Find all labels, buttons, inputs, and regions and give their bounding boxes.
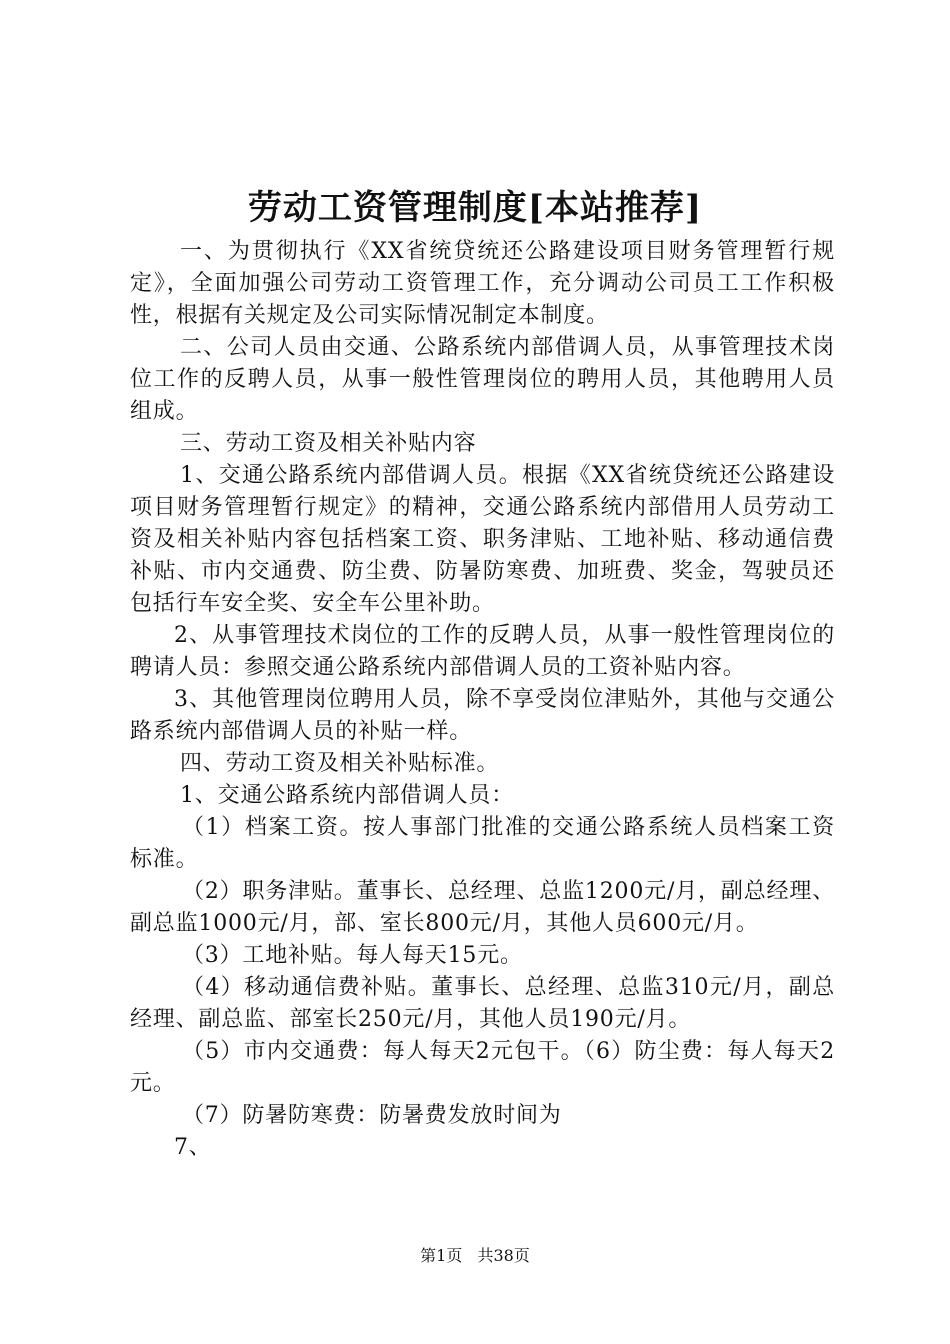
paragraph-8: 1、交通公路系统内部借调人员： <box>180 783 514 808</box>
paragraph-13: （5）市内交通费：每人每天2元包干。（6）防尘费：每人每天2元。 <box>130 1039 835 1096</box>
paragraph-10: （2）职务津贴。董事长、总经理、总监1200元/月，副总经理、副总监1000元/月，部、室长800元/月，其他人员600元/月。 <box>130 879 835 936</box>
page-footer <box>0 1244 950 1268</box>
page-total: 共38页 <box>477 1246 530 1265</box>
paragraph-14: （7）防暑防寒费：防暑费发放时间为 <box>182 1103 562 1128</box>
paragraph-3: 三、劳动工资及相关补贴内容 <box>180 431 477 456</box>
paragraph-12: （4）移动通信费补贴。董事长、总经理、总监310元/月，副总经理、副总监、部室长250元/月，其他人员190元/月。 <box>130 975 835 1032</box>
paragraph-2: 二、公司人员由交通、公路系统内部借调人员，从事管理技术岗位工作的反聘人员，从事一般性管理岗位的聘用人员，其他聘用人员组成。 <box>130 335 835 424</box>
paragraph-5: 2、从事管理技术岗位的工作的反聘人员，从事一般性管理岗位的聘请人员：参照交通公路系统内部借调人员的工资补贴内容。 <box>130 623 835 680</box>
paragraph-1: 一、为贯彻执行《XX省统贷统还公路建设项目财务管理暂行规定》，全面加强公司劳动工资管理工作，充分调动公司员工工作积极性，根据有关规定及公司实际情况制定本制度。 <box>130 239 835 328</box>
paragraph-6: 3、其他管理岗位聘用人员，除不享受岗位津贴外，其他与交通公路系统内部借调人员的补贴一样。 <box>130 687 835 744</box>
paragraph-9: （1）档案工资。按人事部门批准的交通公路系统人员档案工资标准。 <box>130 815 835 872</box>
paragraph-11: （3）工地补贴。每人每天15元。 <box>182 943 523 968</box>
page-number: 第1页 <box>420 1246 463 1265</box>
paragraph-15: 7、 <box>174 1135 212 1160</box>
document-body <box>130 236 835 1164</box>
paragraph-7: 四、劳动工资及相关补贴标准。 <box>180 751 500 776</box>
paragraph-4: 1、交通公路系统内部借调人员。根据《XX省统贷统还公路建设项目财务管理暂行规定》的精神，交通公路系统内部借用人员劳动工资及相关补贴内容包括档案工资、职务津贴、工地补贴、移动通信费补贴、市内交通费、防尘费、防暑防寒费、加班费、奖金，驾驶员还包括行车安全奖、安全车公里补助。 <box>130 463 835 616</box>
document-title: 劳动工资管理制度[本站推荐] <box>247 188 703 228</box>
